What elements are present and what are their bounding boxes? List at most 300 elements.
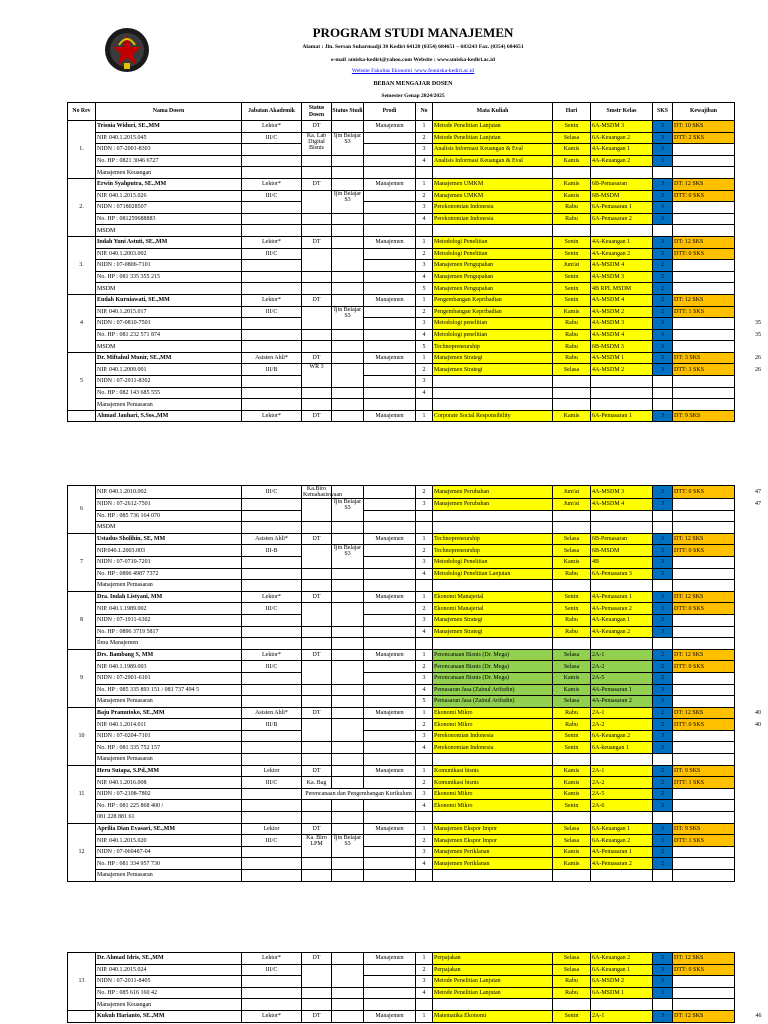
course-name: Perencanaan Bisnis (Dr. Mega) xyxy=(433,649,553,661)
academic-rank xyxy=(242,987,302,999)
table-row xyxy=(68,556,763,568)
external-number xyxy=(735,858,763,870)
course-no: 2 xyxy=(416,777,433,789)
course-day: Rabu xyxy=(553,976,591,988)
course-no: 4 xyxy=(416,271,433,283)
lecturer-status xyxy=(302,626,332,638)
course-name: Manajemen Perubahan xyxy=(433,499,553,511)
study-status xyxy=(332,364,364,387)
lecturer-status xyxy=(302,155,332,167)
external-number: 35 xyxy=(755,331,761,338)
course-name: Ekonomi Mikro xyxy=(433,800,553,812)
course-name: Metode Penelitian Lanjutan xyxy=(433,987,553,999)
teaching-load-table xyxy=(67,102,763,422)
course-no: 1 xyxy=(416,707,433,719)
course-name: Pemasaran Jasa (Zainul Arifudin) xyxy=(433,696,553,708)
course-no: 4 xyxy=(416,987,433,999)
academic-rank: Lektor xyxy=(242,765,302,777)
external-number xyxy=(735,155,763,167)
lecturer-info: NIDN : 07-060487-04 xyxy=(96,846,242,858)
lecturer-info: NIDN : 07-0810-7501 xyxy=(96,318,242,330)
course-day: Selasa xyxy=(553,364,591,376)
study-program xyxy=(364,318,416,330)
lecturer-info: NIDN : 07-0204-7101 xyxy=(96,730,242,742)
course-class: 6A-Keuangan 1 xyxy=(591,823,653,835)
lecturer-status: Ka. Bag xyxy=(302,777,332,789)
study-status xyxy=(332,283,364,295)
lecturer-info: No. HP : 0896 4987 7372 xyxy=(96,568,242,580)
course-day: Rabu xyxy=(553,626,591,638)
course-sks: 2 xyxy=(653,649,673,661)
course-class: 6A-keuangan 1 xyxy=(591,742,653,754)
course-day: Senin xyxy=(553,283,591,295)
academic-rank xyxy=(242,626,302,638)
column-header: No Rev xyxy=(68,103,96,121)
table-row xyxy=(68,364,763,376)
study-program xyxy=(364,545,416,557)
study-status xyxy=(332,765,364,777)
course-day: Kamis xyxy=(553,155,591,167)
course-obligation: DT: 12 SKS xyxy=(673,178,735,190)
course-no: 4 xyxy=(416,684,433,696)
course-class: 6B-Pemasaran xyxy=(591,533,653,545)
empty-cell xyxy=(673,167,735,179)
table-row xyxy=(68,999,763,1011)
academic-rank xyxy=(242,754,302,766)
table-row xyxy=(68,1010,763,1022)
empty-cell xyxy=(553,580,591,592)
lecturer-status xyxy=(302,167,332,179)
external-number xyxy=(735,167,763,179)
study-program xyxy=(364,846,416,858)
course-sks: 2 xyxy=(653,777,673,789)
lecturer-status xyxy=(302,225,332,237)
academic-rank xyxy=(242,213,302,225)
column-header: Status Dosen xyxy=(302,103,332,121)
course-no: 1 xyxy=(416,178,433,190)
study-program xyxy=(364,987,416,999)
course-name: Perekonomian Indonesia xyxy=(433,730,553,742)
course-name: Perpajakan xyxy=(433,953,553,965)
course-day: Selasa xyxy=(553,696,591,708)
study-status xyxy=(332,777,364,789)
course-name: Manajemen UMKM xyxy=(433,190,553,202)
lecturer-status xyxy=(302,545,332,568)
course-name: Manajemen Strategi xyxy=(433,614,553,626)
course-sks: 2 xyxy=(653,283,673,295)
table-row xyxy=(68,178,763,190)
table-row xyxy=(68,765,763,777)
lecturer-status xyxy=(302,754,332,766)
study-status xyxy=(332,800,364,812)
course-day: Rabu xyxy=(553,707,591,719)
course-no: 3 xyxy=(416,318,433,330)
course-no: 4 xyxy=(416,155,433,167)
study-status xyxy=(332,999,364,1011)
course-class: 2A-1 xyxy=(591,765,653,777)
table-row xyxy=(68,248,763,260)
course-day: Rabu xyxy=(553,614,591,626)
lecturer-status xyxy=(302,568,332,580)
course-name: Ekonomi Mikro xyxy=(433,719,553,731)
course-class: 6A-Pemasaran 1 xyxy=(591,202,653,214)
course-obligation xyxy=(673,858,735,870)
academic-rank xyxy=(242,730,302,742)
lecturer-info: Ahmad Jauhari, S.Sos.,MM xyxy=(96,410,242,422)
empty-cell xyxy=(433,999,553,1011)
empty-cell xyxy=(433,167,553,179)
course-no: 1 xyxy=(416,591,433,603)
course-class: 4A-Keuangan 2 xyxy=(591,626,653,638)
academic-rank xyxy=(242,225,302,237)
lecturer-status xyxy=(302,812,332,824)
course-sks: 2 xyxy=(653,306,673,318)
course-name: Metodologi penelitian xyxy=(433,329,553,341)
course-obligation: DT: 9 SKS xyxy=(673,765,735,777)
table-row xyxy=(68,533,763,545)
table-row xyxy=(68,707,763,719)
study-program xyxy=(364,213,416,225)
course-sks: 3 xyxy=(653,190,673,202)
lecturer-info: No. HP : 081 335 355 215 xyxy=(96,271,242,283)
course-class: 6A-Keuangan 2 xyxy=(591,953,653,965)
table-row xyxy=(68,719,763,731)
course-day: Kamis xyxy=(553,306,591,318)
lecturer-info: NIDN : 07-2911-8302 xyxy=(96,376,242,388)
table-row xyxy=(68,696,763,708)
course-day: Kamis xyxy=(553,410,591,422)
study-status xyxy=(332,649,364,661)
course-no: 1 xyxy=(416,352,433,364)
course-day: Kamis xyxy=(553,788,591,800)
course-class: 6A-Keuangan 2 xyxy=(591,730,653,742)
course-sks: 2 xyxy=(653,707,673,719)
table-row xyxy=(68,742,763,754)
external-number xyxy=(735,603,763,615)
course-name: Metode Penelitian Lanjutan xyxy=(433,976,553,988)
table-row xyxy=(68,638,763,650)
empty-cell xyxy=(653,999,673,1011)
lecturer-status: DT xyxy=(302,823,332,835)
course-name: Analisis Informasi Keuangan & Eval xyxy=(433,144,553,156)
external-number xyxy=(735,626,763,638)
external-number xyxy=(735,823,763,835)
study-status xyxy=(332,271,364,283)
table-row xyxy=(68,730,763,742)
academic-rank xyxy=(242,155,302,167)
academic-rank xyxy=(242,638,302,650)
course-sks: 3 xyxy=(653,144,673,156)
table-row xyxy=(68,376,763,388)
lecturer-info: NIP. 040.1.1989.002 xyxy=(96,603,242,615)
course-obligation xyxy=(673,730,735,742)
study-program xyxy=(364,283,416,295)
course-class: 4A-MSDM 1 xyxy=(591,352,653,364)
course-obligation xyxy=(673,202,735,214)
course-no: 1 xyxy=(416,765,433,777)
course-day xyxy=(553,510,591,522)
study-status xyxy=(332,591,364,603)
table-row xyxy=(68,283,763,295)
lecturer-info: No. HP : 085 335 893 151 / 081 737 494 5 xyxy=(96,684,242,696)
table-header-row xyxy=(68,103,763,121)
study-status: Ijin Belajar S3 xyxy=(332,499,364,522)
study-program xyxy=(364,964,416,976)
course-obligation: DTT: 0 SKS xyxy=(673,719,735,731)
lecturer-info: NIDN : 07-0710-7201 xyxy=(96,556,242,568)
lecturer-info: Baju Pramutoko, SE.,MM xyxy=(96,707,242,719)
course-day: Kamis xyxy=(553,556,591,568)
course-name: Metodologi Penelitian xyxy=(433,248,553,260)
course-obligation: DT: 12 SKS xyxy=(673,591,735,603)
external-number xyxy=(735,510,763,522)
course-class: 4A-Pemasaran 1 xyxy=(591,591,653,603)
external-number xyxy=(735,684,763,696)
course-class: 6A-Keuangan 2 xyxy=(591,835,653,847)
course-sks: 2 xyxy=(653,719,673,731)
study-program: Manajemen xyxy=(364,121,416,133)
study-status: Ijin Belajar S3 xyxy=(332,190,364,213)
lecturer-status xyxy=(302,661,332,684)
course-sks: 2 xyxy=(653,846,673,858)
course-obligation: DT: 12 SKS xyxy=(673,294,735,306)
course-no: 5 xyxy=(416,283,433,295)
course-class: 2A-1 xyxy=(591,707,653,719)
course-day: Senin xyxy=(553,800,591,812)
course-no: 3 xyxy=(416,376,433,388)
study-program xyxy=(364,202,416,214)
academic-rank xyxy=(242,999,302,1011)
empty-cell xyxy=(433,754,553,766)
course-sks: 2 xyxy=(653,788,673,800)
study-program xyxy=(364,260,416,272)
academic-rank xyxy=(242,742,302,754)
lecturer-no: 6 xyxy=(68,486,96,534)
study-status xyxy=(332,178,364,190)
course-day: Selasa xyxy=(553,661,591,673)
spacer xyxy=(735,103,763,121)
lecturer-info: NIDN : 07-2612-7501 xyxy=(96,499,242,511)
course-sks: 3 xyxy=(653,352,673,364)
study-status xyxy=(332,707,364,719)
study-program xyxy=(364,754,416,766)
external-number xyxy=(735,568,763,580)
course-sks: 3 xyxy=(653,603,673,615)
external-number xyxy=(735,638,763,650)
lecturer-status xyxy=(302,283,332,295)
external-number xyxy=(735,294,763,306)
course-name: Analisis Informasi Keuangan & Eval xyxy=(433,155,553,167)
study-program xyxy=(364,225,416,237)
table-row xyxy=(68,318,763,330)
table-row xyxy=(68,800,763,812)
table-row xyxy=(68,661,763,673)
external-number xyxy=(735,777,763,789)
study-program: Manajemen xyxy=(364,533,416,545)
study-program xyxy=(364,568,416,580)
table-row xyxy=(68,591,763,603)
external-number xyxy=(735,271,763,283)
course-name: Technopreneurship xyxy=(433,533,553,545)
lecturer-status: DT xyxy=(302,178,332,190)
external-number xyxy=(735,522,763,534)
course-obligation xyxy=(673,213,735,225)
table-row xyxy=(68,213,763,225)
course-name xyxy=(433,376,553,388)
academic-rank xyxy=(242,202,302,214)
column-header: Mata Kuliah xyxy=(433,103,553,121)
lecturer-info: NIDN : 0718028507 xyxy=(96,202,242,214)
course-no: 2 xyxy=(416,132,433,144)
lecturer-info: No. HP : 085 736 164 070 xyxy=(96,510,242,522)
empty-cell xyxy=(416,399,433,411)
course-class: 4A-Keuangan 2 xyxy=(591,155,653,167)
study-status xyxy=(332,580,364,592)
course-sks: 3 xyxy=(653,684,673,696)
course-name: Manajemen Pengupahan xyxy=(433,260,553,272)
academic-rank: III/C xyxy=(242,835,302,847)
course-day: Senin xyxy=(553,271,591,283)
lecturer-status xyxy=(302,638,332,650)
course-name: Ekonomi Mikro xyxy=(433,788,553,800)
lecturer-info: NIP. 040.1.2015.020 xyxy=(96,835,242,847)
lecturer-no xyxy=(68,410,96,422)
course-day: Kamis xyxy=(553,777,591,789)
lecturer-info: NIP. 040.1.2015.045 xyxy=(96,132,242,144)
course-no: 4 xyxy=(416,329,433,341)
course-obligation: DTT: 0 SKS xyxy=(673,248,735,260)
course-sks: 3 xyxy=(653,499,673,511)
academic-rank: III-B xyxy=(242,545,302,557)
course-day: Rabu xyxy=(553,202,591,214)
lecturer-status: DT xyxy=(302,236,332,248)
course-obligation: DTT: 3 SKS xyxy=(673,364,735,376)
course-name: Corporate Social Responsibility xyxy=(433,410,553,422)
lecturer-info: NIP. 040.1.2015.026 xyxy=(96,190,242,202)
course-day: Kamis xyxy=(553,144,591,156)
lecturer-info: NIP. 040.1.2003.002 xyxy=(96,248,242,260)
course-obligation xyxy=(673,318,735,330)
study-program xyxy=(364,144,416,156)
empty-cell xyxy=(591,167,653,179)
lecturer-status xyxy=(302,213,332,225)
course-class: 2A-1 xyxy=(591,1010,653,1022)
lecturer-info: No. HP : 081 225 868 400 / xyxy=(96,800,242,812)
empty-cell xyxy=(553,638,591,650)
study-program xyxy=(364,858,416,870)
study-program xyxy=(364,603,416,615)
course-obligation xyxy=(673,376,735,388)
lecturer-info: NIP. 040.1.2009.001 xyxy=(96,364,242,376)
website-link[interactable]: Website Fakultas Ekonomi :www.feuniska-kediri.ac.id xyxy=(351,68,475,74)
course-day: Kamis xyxy=(553,846,591,858)
course-sks: 2 xyxy=(653,765,673,777)
empty-cell xyxy=(553,754,591,766)
course-name: Komunikasi bisnis xyxy=(433,765,553,777)
lecturer-info: NIDN : 07-0806-7101 xyxy=(96,260,242,272)
study-program xyxy=(364,499,416,511)
course-name: Komunikasi bisnis xyxy=(433,777,553,789)
table-row xyxy=(68,121,763,133)
course-no: 3 xyxy=(416,846,433,858)
table-row xyxy=(68,236,763,248)
external-number xyxy=(735,260,763,272)
empty-cell xyxy=(553,399,591,411)
lecturer-status: WR 3 xyxy=(302,364,332,387)
empty-cell xyxy=(653,870,673,882)
study-program xyxy=(364,661,416,673)
table-row xyxy=(68,352,763,364)
empty-cell xyxy=(433,580,553,592)
lecturer-info: NIP. 040.1.2015.024 xyxy=(96,964,242,976)
lecturer-info: No. HP : 085 616 160 42 xyxy=(96,987,242,999)
academic-rank xyxy=(242,812,302,824)
course-obligation: DT: 12 SKS xyxy=(673,953,735,965)
study-status xyxy=(332,812,364,824)
study-program xyxy=(364,155,416,167)
course-class: 2A-1 xyxy=(591,649,653,661)
empty-cell xyxy=(653,580,673,592)
lecturer-status xyxy=(302,329,332,341)
study-status xyxy=(332,225,364,237)
study-program xyxy=(364,742,416,754)
study-program xyxy=(364,835,416,847)
course-no: 2 xyxy=(416,661,433,673)
empty-cell xyxy=(416,870,433,882)
academic-rank xyxy=(242,387,302,399)
study-program xyxy=(364,486,416,499)
external-number xyxy=(735,846,763,858)
course-no: 5 xyxy=(416,341,433,353)
study-status xyxy=(332,870,364,882)
study-program xyxy=(364,696,416,708)
course-no: 3 xyxy=(416,976,433,988)
empty-cell xyxy=(433,225,553,237)
study-status xyxy=(332,248,364,271)
course-name: Perencanaan Bisnis (Dr. Mega) xyxy=(433,672,553,684)
lecturer-info: No. HP : 081 232 571 874 xyxy=(96,329,242,341)
course-obligation xyxy=(673,341,735,353)
course-obligation: DT: 12 SKS xyxy=(673,707,735,719)
course-no: 2 xyxy=(416,190,433,202)
course-obligation xyxy=(673,260,735,272)
study-program xyxy=(364,719,416,731)
academic-rank: III/C xyxy=(242,132,302,144)
course-name xyxy=(433,387,553,399)
lecturer-status xyxy=(302,742,332,754)
course-name: Pemasaran Jasa (Zainul Arifudin) xyxy=(433,684,553,696)
course-name: Metodologi Penelitian xyxy=(433,556,553,568)
study-status xyxy=(332,121,364,133)
course-name: Perekonomian Indonesia xyxy=(433,213,553,225)
lecturer-no: 12 xyxy=(68,823,96,881)
external-number xyxy=(735,580,763,592)
course-class: 6A-MSDM 1 xyxy=(591,987,653,999)
course-no: 1 xyxy=(416,121,433,133)
course-sks: 3 xyxy=(653,155,673,167)
external-number: 40 xyxy=(755,709,761,716)
course-obligation xyxy=(673,522,735,534)
academic-rank xyxy=(242,522,302,534)
course-name xyxy=(433,510,553,522)
study-status xyxy=(332,155,364,167)
lecturer-no xyxy=(68,1010,96,1022)
course-no: 4 xyxy=(416,742,433,754)
external-number xyxy=(735,190,763,202)
lecturer-status xyxy=(302,580,332,592)
course-no: 3 xyxy=(416,788,433,800)
course-class: 6B-MSDM xyxy=(591,545,653,557)
